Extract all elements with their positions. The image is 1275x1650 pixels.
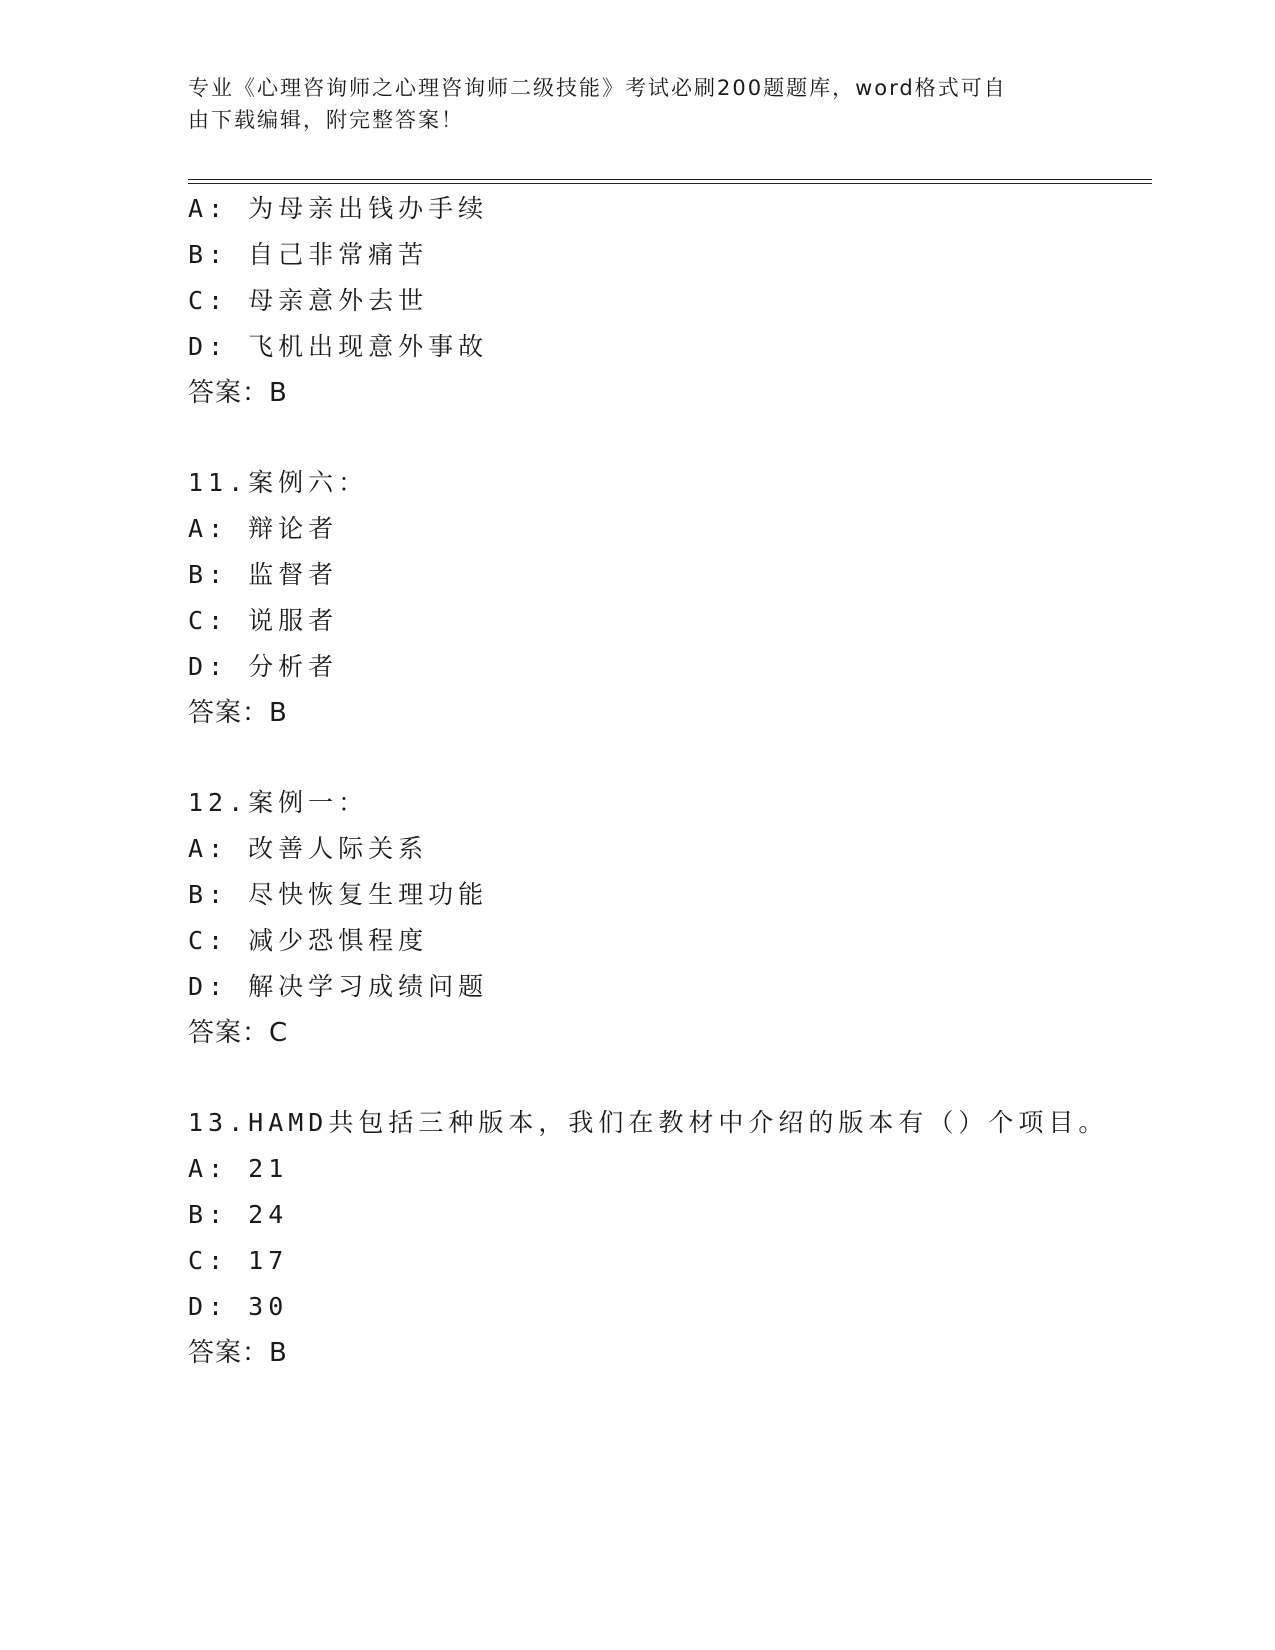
option-c: C: 说服者	[188, 606, 339, 635]
option-a: A: 21	[188, 1154, 289, 1183]
question-spacer	[188, 1056, 1152, 1100]
option-a: A: 改善人际关系	[188, 834, 429, 863]
question-stem: 11.案例六：	[188, 468, 369, 497]
question-12	[188, 780, 1152, 1056]
option-c: C: 17	[188, 1246, 289, 1275]
option-d: D: 30	[188, 1292, 289, 1321]
option-d: D: 解决学习成绩问题	[188, 972, 489, 1001]
header-line-1: 专业《心理咨询师之心理咨询师二级技能》考试必刷200题题库，word格式可自	[188, 76, 1007, 100]
answer-line: 答案：B	[188, 1338, 288, 1368]
header-line-2: 由下载编辑，附完整答案！	[188, 108, 464, 132]
question-stem: 13.HAMD共包括三种版本，我们在教材中介绍的版本有（）个项目。	[188, 1108, 1109, 1137]
option-d: D: 分析者	[188, 652, 339, 681]
header-divider-top	[188, 179, 1152, 180]
option-a: A: 为母亲出钱办手续	[188, 194, 489, 223]
option-b: B: 尽快恢复生理功能	[188, 880, 489, 909]
question-11	[188, 460, 1152, 736]
question-13	[188, 1100, 1152, 1376]
answer-line: 答案：B	[188, 378, 288, 408]
option-a: A: 辩论者	[188, 514, 339, 543]
question-list	[188, 186, 1152, 1376]
question-10	[188, 186, 1152, 416]
option-b: B: 24	[188, 1200, 289, 1229]
option-c: C: 减少恐惧程度	[188, 926, 429, 955]
document-header	[188, 72, 1088, 136]
question-spacer	[188, 416, 1152, 460]
option-b: B: 监督者	[188, 560, 339, 589]
option-c: C: 母亲意外去世	[188, 286, 429, 315]
header-divider-bottom	[188, 183, 1152, 184]
question-stem: 12.案例一：	[188, 788, 369, 817]
answer-line: 答案：C	[188, 1018, 289, 1048]
option-d: D: 飞机出现意外事故	[188, 332, 489, 361]
answer-line: 答案：B	[188, 698, 288, 728]
question-spacer	[188, 736, 1152, 780]
option-b: B: 自己非常痛苦	[188, 240, 429, 269]
